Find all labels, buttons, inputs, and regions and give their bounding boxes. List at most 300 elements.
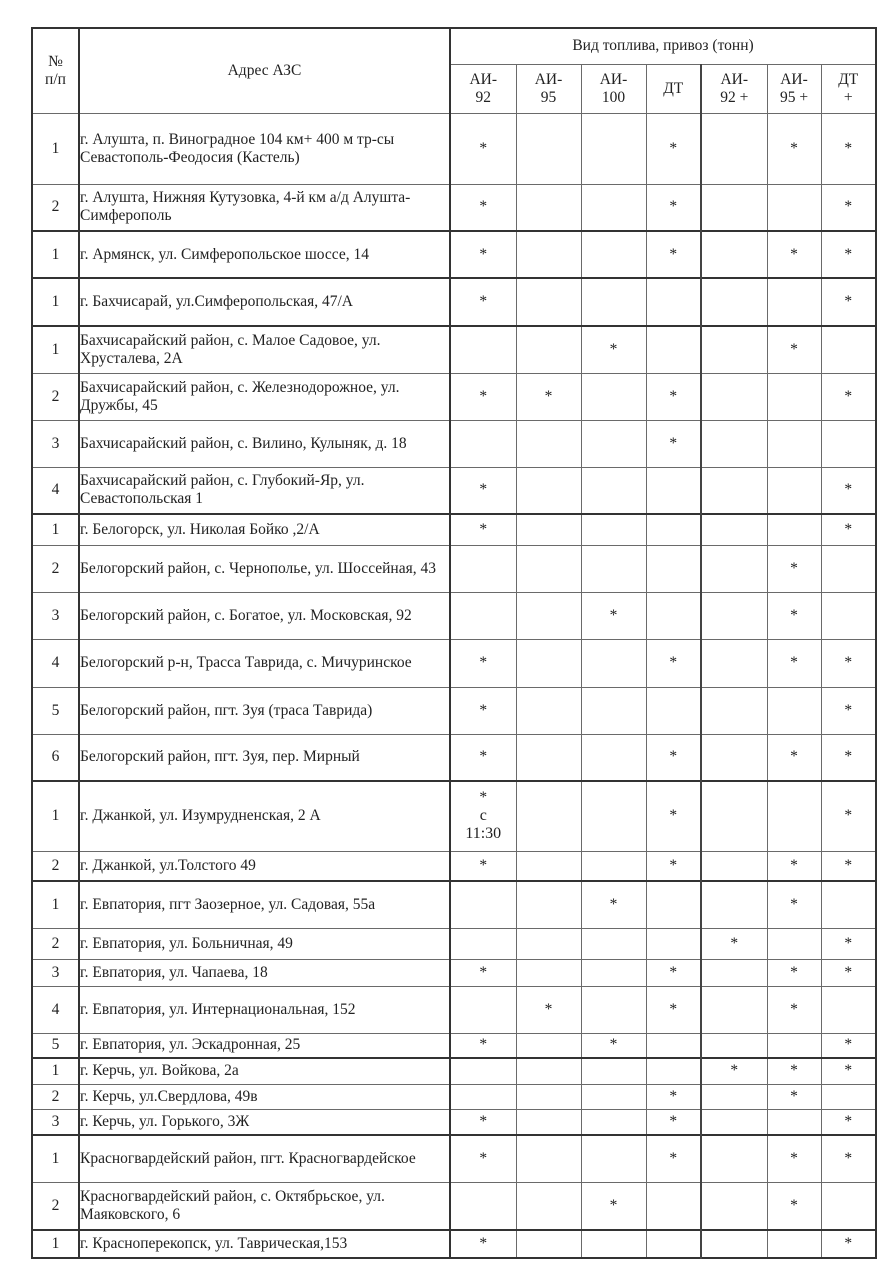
station-address: Бахчисарайский район, с. Железнодорожное, ул. Дружбы, 45 [79, 373, 450, 420]
table-row [32, 1058, 876, 1084]
fuel-availability-cell [646, 1135, 701, 1182]
availability-mark: * [669, 387, 678, 405]
header-fuel-type [581, 64, 646, 113]
table-row [32, 881, 876, 928]
fuel-availability-cell [646, 1033, 701, 1058]
fuel-availability-cell [701, 1109, 767, 1135]
fuel-availability-cell [701, 278, 767, 326]
table-row [32, 545, 876, 592]
availability-mark: * [609, 1196, 618, 1214]
fuel-type-line1: АИ- [720, 70, 749, 88]
fuel-availability-cell [581, 1084, 646, 1109]
fuel-availability-cell [516, 231, 581, 278]
fuel-availability-cell [701, 928, 767, 959]
fuel-availability-cell [646, 420, 701, 467]
fuel-availability-cell [701, 1033, 767, 1058]
fuel-availability-cell [767, 467, 821, 514]
fuel-availability-cell [516, 1230, 581, 1258]
fuel-availability-cell [450, 734, 516, 781]
fuel-availability-cell [516, 1135, 581, 1182]
fuel-availability-cell [581, 1109, 646, 1135]
availability-mark: * [790, 895, 798, 913]
fuel-availability-cell [767, 278, 821, 326]
table-row [32, 959, 876, 986]
fuel-availability-cell [516, 278, 581, 326]
fuel-availability-cell [516, 928, 581, 959]
fuel-availability-cell [646, 1109, 701, 1135]
fuel-availability-cell [701, 881, 767, 928]
availability-mark: * [479, 856, 488, 874]
fuel-type-line2: 95 + [779, 88, 809, 106]
fuel-availability-cell [581, 959, 646, 986]
row-number: 1 [32, 326, 79, 373]
availability-mark: * [479, 748, 488, 766]
availability-mark: * [844, 481, 853, 499]
row-number: 1 [32, 231, 79, 278]
availability-mark: * [790, 139, 798, 157]
fuel-type-line2: + [843, 88, 853, 106]
table-row [32, 687, 876, 734]
fuel-availability-cell [450, 1135, 516, 1182]
fuel-availability-cell [701, 1230, 767, 1258]
fuel-availability-cell [767, 1058, 821, 1084]
fuel-availability-cell [701, 467, 767, 514]
fuel-availability-cell [450, 1033, 516, 1058]
fuel-availability-cell [581, 326, 646, 373]
fuel-availability-cell [581, 420, 646, 467]
fuel-availability-cell [581, 231, 646, 278]
row-number: 3 [32, 1109, 79, 1135]
header-fuel-type [450, 64, 516, 113]
fuel-availability-cell [450, 1230, 516, 1258]
availability-mark: * [479, 139, 488, 157]
fuel-availability-cell [450, 639, 516, 687]
fuel-availability-cell [821, 592, 876, 639]
fuel-availability-cell [767, 881, 821, 928]
availability-mark: * [844, 856, 853, 874]
availability-mark: * [609, 1036, 618, 1054]
table-row [32, 184, 876, 231]
availability-mark: * [790, 340, 798, 358]
fuel-availability-cell [821, 986, 876, 1033]
row-number: 2 [32, 851, 79, 881]
station-address: Бахчисарайский район, с. Малое Садовое, ул. Хрусталева, 2А [79, 326, 450, 373]
header-fuel-type [767, 64, 821, 113]
fuel-availability-cell [516, 592, 581, 639]
fuel-availability-cell [450, 687, 516, 734]
table-row [32, 113, 876, 184]
availability-mark: * [609, 340, 618, 358]
fuel-availability-cell [767, 592, 821, 639]
fuel-availability-cell [450, 1182, 516, 1230]
fuel-availability-cell [767, 231, 821, 278]
row-number: 2 [32, 1084, 79, 1109]
availability-mark: * [844, 245, 853, 263]
table-body [32, 113, 876, 1258]
fuel-availability-cell [516, 639, 581, 687]
fuel-availability-cell [450, 881, 516, 928]
availability-mark: * [844, 807, 853, 825]
fuel-availability-cell [701, 514, 767, 545]
availability-mark: * [544, 1000, 553, 1018]
station-address: г. Керчь, ул. Горького, 3Ж [79, 1109, 450, 1135]
availability-mark: * [669, 748, 678, 766]
delivery-note-prefix: с [479, 807, 487, 825]
fuel-availability-cell [581, 1182, 646, 1230]
station-address: Белогорский р-н, Трасса Таврида, с. Мичуринское [79, 639, 450, 687]
station-address: г. Евпатория, ул. Чапаева, 18 [79, 959, 450, 986]
fuel-availability-cell [821, 373, 876, 420]
station-address: г. Армянск, ул. Симферопольское шоссе, 14 [79, 231, 450, 278]
row-number: 1 [32, 781, 79, 851]
availability-mark: * [844, 654, 853, 671]
row-number: 6 [32, 734, 79, 781]
availability-mark: * [669, 1087, 678, 1105]
fuel-availability-cell [821, 1135, 876, 1182]
fuel-availability-cell [516, 986, 581, 1033]
row-number: 3 [32, 592, 79, 639]
table-row [32, 639, 876, 687]
availability-mark: * [479, 1036, 488, 1054]
fuel-availability-cell [821, 1033, 876, 1058]
fuel-availability-cell [516, 1182, 581, 1230]
station-address: г. Евпатория, пгт Заозерное, ул. Садовая, 55а [79, 881, 450, 928]
availability-mark: * [669, 856, 678, 874]
fuel-availability-cell [821, 687, 876, 734]
table-row [32, 781, 876, 851]
fuel-availability-cell [581, 1135, 646, 1182]
row-number: 4 [32, 467, 79, 514]
fuel-availability-cell [450, 986, 516, 1033]
fuel-availability-cell [581, 687, 646, 734]
availability-mark: * [544, 387, 553, 405]
fuel-availability-cell [581, 184, 646, 231]
fuel-availability-cell [646, 881, 701, 928]
availability-mark: * [669, 807, 678, 825]
fuel-availability-cell [821, 959, 876, 986]
station-address: Белогорский район, с. Чернополье, ул. Шоссейная, 43 [79, 545, 450, 592]
fuel-availability-cell [767, 734, 821, 781]
row-number: 1 [32, 278, 79, 326]
fuel-availability-cell [767, 373, 821, 420]
fuel-availability-cell [701, 1058, 767, 1084]
availability-mark: * [669, 654, 678, 671]
fuel-availability-cell [646, 1230, 701, 1258]
fuel-availability-cell [701, 687, 767, 734]
availability-mark: * [479, 1235, 488, 1252]
fuel-availability-cell [821, 928, 876, 959]
availability-mark: * [790, 856, 798, 874]
fuel-availability-cell [821, 184, 876, 231]
fuel-availability-cell [701, 734, 767, 781]
fuel-availability-cell [581, 467, 646, 514]
fuel-availability-cell [821, 231, 876, 278]
availability-mark: * [669, 434, 678, 452]
fuel-availability-cell [646, 592, 701, 639]
fuel-availability-cell [701, 986, 767, 1033]
fuel-availability-cell [767, 184, 821, 231]
fuel-availability-cell [767, 928, 821, 959]
availability-mark: * [844, 701, 853, 719]
fuel-availability-cell [701, 373, 767, 420]
fuel-type-line1: ДТ [663, 79, 684, 97]
fuel-availability-cell [646, 986, 701, 1033]
fuel-availability-cell [581, 373, 646, 420]
fuel-availability-cell [646, 184, 701, 231]
availability-mark: * [790, 245, 798, 263]
fuel-availability-cell [516, 687, 581, 734]
table-row [32, 373, 876, 420]
availability-mark: * [479, 1112, 488, 1130]
station-address: Красногвардейский район, пгт. Красногвардейское [79, 1135, 450, 1182]
fuel-availability-cell [646, 687, 701, 734]
fuel-availability-cell [646, 514, 701, 545]
fuel-availability-cell [701, 781, 767, 851]
row-number: 3 [32, 959, 79, 986]
availability-mark: * [479, 789, 488, 807]
fuel-availability-cell [767, 1135, 821, 1182]
fuel-availability-cell [581, 545, 646, 592]
station-address: г. Евпатория, ул. Больничная, 49 [79, 928, 450, 959]
availability-mark: * [669, 139, 678, 157]
availability-mark: * [790, 1062, 798, 1080]
fuel-availability-cell [767, 959, 821, 986]
table-row [32, 514, 876, 545]
fuel-availability-cell [516, 1058, 581, 1084]
fuel-availability-cell [767, 781, 821, 851]
header-fuel-type [516, 64, 581, 113]
fuel-availability-cell [581, 1033, 646, 1058]
station-address: г. Белогорск, ул. Николая Бойко ,2/А [79, 514, 450, 545]
table-row [32, 851, 876, 881]
fuel-availability-cell [646, 467, 701, 514]
availability-mark: * [790, 1196, 798, 1214]
row-number: 2 [32, 373, 79, 420]
fuel-availability-cell [450, 278, 516, 326]
station-address: г. Алушта, п. Виноградное 104 км+ 400 м тр-сы Севастополь-Феодосия (Кастель) [79, 113, 450, 184]
fuel-availability-cell [821, 1084, 876, 1109]
availability-mark: * [479, 963, 488, 981]
row-number: 1 [32, 113, 79, 184]
table-row [32, 1135, 876, 1182]
table-row [32, 734, 876, 781]
availability-mark: * [730, 1062, 739, 1080]
table-row [32, 1230, 876, 1258]
fuel-availability-cell [646, 113, 701, 184]
station-address: Белогорский район, пгт. Зуя, пер. Мирный [79, 734, 450, 781]
fuel-availability-cell [581, 1058, 646, 1084]
station-address: г. Керчь, ул. Войкова, 2а [79, 1058, 450, 1084]
fuel-availability-cell [581, 113, 646, 184]
availability-mark: * [844, 1235, 853, 1252]
station-address: Белогорский район, с. Богатое, ул. Московская, 92 [79, 592, 450, 639]
delivery-note-time: 11:30 [465, 825, 502, 843]
fuel-availability-cell [767, 113, 821, 184]
fuel-type-line1: ДТ [838, 70, 859, 88]
fuel-availability-cell [516, 959, 581, 986]
availability-mark: * [790, 1000, 798, 1018]
fuel-availability-cell [450, 184, 516, 231]
fuel-availability-cell [581, 781, 646, 851]
fuel-availability-cell [701, 326, 767, 373]
availability-mark: * [669, 963, 678, 981]
row-number: 4 [32, 986, 79, 1033]
header-fuel-type [646, 64, 701, 113]
fuel-availability-cell [701, 1084, 767, 1109]
header-fuel-type [701, 64, 767, 113]
row-number: 1 [32, 1058, 79, 1084]
fuel-availability-cell [767, 545, 821, 592]
fuel-availability-cell [767, 326, 821, 373]
fuel-availability-cell [516, 467, 581, 514]
fuel-availability-cell [821, 278, 876, 326]
fuel-availability-cell [646, 781, 701, 851]
fuel-type-line1: АИ- [599, 70, 628, 88]
availability-mark: * [844, 748, 853, 766]
fuel-availability-cell [581, 734, 646, 781]
availability-mark: * [730, 934, 739, 952]
fuel-availability-cell [516, 545, 581, 592]
availability-mark: * [844, 139, 853, 157]
fuel-availability-cell [701, 184, 767, 231]
fuel-availability-cell [450, 1058, 516, 1084]
fuel-availability-cell [516, 373, 581, 420]
availability-mark: * [479, 293, 488, 310]
availability-mark: * [844, 963, 853, 981]
fuel-type-line2: 95 [540, 88, 557, 106]
fuel-availability-cell [516, 326, 581, 373]
fuel-type-line2: 92 [475, 88, 491, 106]
fuel-availability-cell [646, 639, 701, 687]
table-row [32, 326, 876, 373]
fuel-availability-cell [821, 545, 876, 592]
station-address: Бахчисарайский район, с. Глубокий-Яр, ул. Севастопольская 1 [79, 467, 450, 514]
header-row-top [32, 28, 876, 64]
fuel-availability-cell [821, 1109, 876, 1135]
availability-mark: * [479, 520, 488, 538]
availability-mark: * [790, 963, 798, 981]
fuel-availability-cell [701, 545, 767, 592]
fuel-availability-cell [450, 231, 516, 278]
fuel-availability-cell [646, 734, 701, 781]
fuel-availability-cell [450, 959, 516, 986]
fuel-availability-cell [821, 881, 876, 928]
availability-mark: * [844, 1149, 853, 1167]
fuel-availability-cell [450, 545, 516, 592]
header-address: Адрес АЗС [79, 28, 450, 113]
fuel-availability-cell [646, 373, 701, 420]
table-row [32, 928, 876, 959]
header-number-abbr: п/п [45, 70, 66, 88]
header-number-symbol: № [48, 52, 63, 70]
fuel-availability-cell [821, 851, 876, 881]
fuel-availability-cell [646, 1058, 701, 1084]
fuel-availability-cell [821, 639, 876, 687]
availability-mark: * [609, 606, 618, 624]
fuel-availability-cell [701, 1135, 767, 1182]
fuel-availability-cell [450, 1084, 516, 1109]
fuel-availability-cell [450, 592, 516, 639]
row-number: 1 [32, 514, 79, 545]
fuel-availability-cell [767, 1182, 821, 1230]
fuel-availability-cell [450, 420, 516, 467]
availability-mark: * [790, 654, 798, 671]
row-number: 1 [32, 1135, 79, 1182]
fuel-availability-cell [581, 592, 646, 639]
fuel-availability-cell [821, 1230, 876, 1258]
fuel-availability-cell [646, 278, 701, 326]
fuel-availability-cell [767, 420, 821, 467]
fuel-availability-cell [767, 1033, 821, 1058]
fuel-availability-cell [767, 851, 821, 881]
fuel-availability-cell [767, 687, 821, 734]
fuel-availability-cell [646, 928, 701, 959]
header-fuel-group: Вид топлива, привоз (тонн) [450, 28, 876, 64]
fuel-type-line1: АИ- [780, 70, 808, 88]
fuel-availability-cell [646, 1084, 701, 1109]
fuel-availability-cell [701, 592, 767, 639]
fuel-availability-cell [821, 1058, 876, 1084]
table-row [32, 231, 876, 278]
fuel-availability-cell [581, 514, 646, 545]
availability-mark: * [844, 1062, 853, 1080]
fuel-delivery-table [31, 27, 877, 1259]
availability-mark: * [669, 1149, 678, 1167]
row-number: 5 [32, 1033, 79, 1058]
availability-mark: * [669, 245, 678, 263]
availability-mark: * [844, 387, 853, 405]
fuel-availability-cell [581, 928, 646, 959]
fuel-availability-cell [821, 326, 876, 373]
fuel-availability-cell [450, 373, 516, 420]
fuel-availability-cell [767, 639, 821, 687]
station-address: г. Красноперекопск, ул. Таврическая,153 [79, 1230, 450, 1258]
fuel-availability-cell [646, 851, 701, 881]
fuel-availability-cell [701, 231, 767, 278]
table-row [32, 592, 876, 639]
availability-mark: * [844, 934, 853, 952]
availability-mark: * [479, 387, 488, 405]
availability-mark: * [844, 293, 853, 310]
fuel-availability-cell [701, 851, 767, 881]
table-row [32, 278, 876, 326]
availability-mark: * [669, 1000, 678, 1018]
fuel-availability-cell [516, 113, 581, 184]
table-row [32, 1109, 876, 1135]
header-fuel-type [821, 64, 876, 113]
fuel-availability-cell [701, 959, 767, 986]
fuel-availability-cell [450, 781, 516, 851]
row-number: 2 [32, 184, 79, 231]
fuel-availability-cell [516, 514, 581, 545]
fuel-availability-cell [450, 1109, 516, 1135]
fuel-availability-cell [581, 1230, 646, 1258]
fuel-availability-cell [767, 1230, 821, 1258]
availability-mark: * [790, 1087, 798, 1105]
fuel-availability-cell [701, 1182, 767, 1230]
fuel-availability-cell [821, 514, 876, 545]
station-address: Красногвардейский район, с. Октябрьское, ул. Маяковского, 6 [79, 1182, 450, 1230]
fuel-availability-cell [516, 734, 581, 781]
fuel-availability-cell [450, 851, 516, 881]
availability-mark: * [479, 1149, 488, 1167]
row-number: 2 [32, 1182, 79, 1230]
fuel-availability-cell [767, 514, 821, 545]
fuel-availability-cell [581, 639, 646, 687]
fuel-availability-cell [450, 113, 516, 184]
fuel-availability-cell [767, 986, 821, 1033]
station-address: г. Евпатория, ул. Интернациональная, 152 [79, 986, 450, 1033]
